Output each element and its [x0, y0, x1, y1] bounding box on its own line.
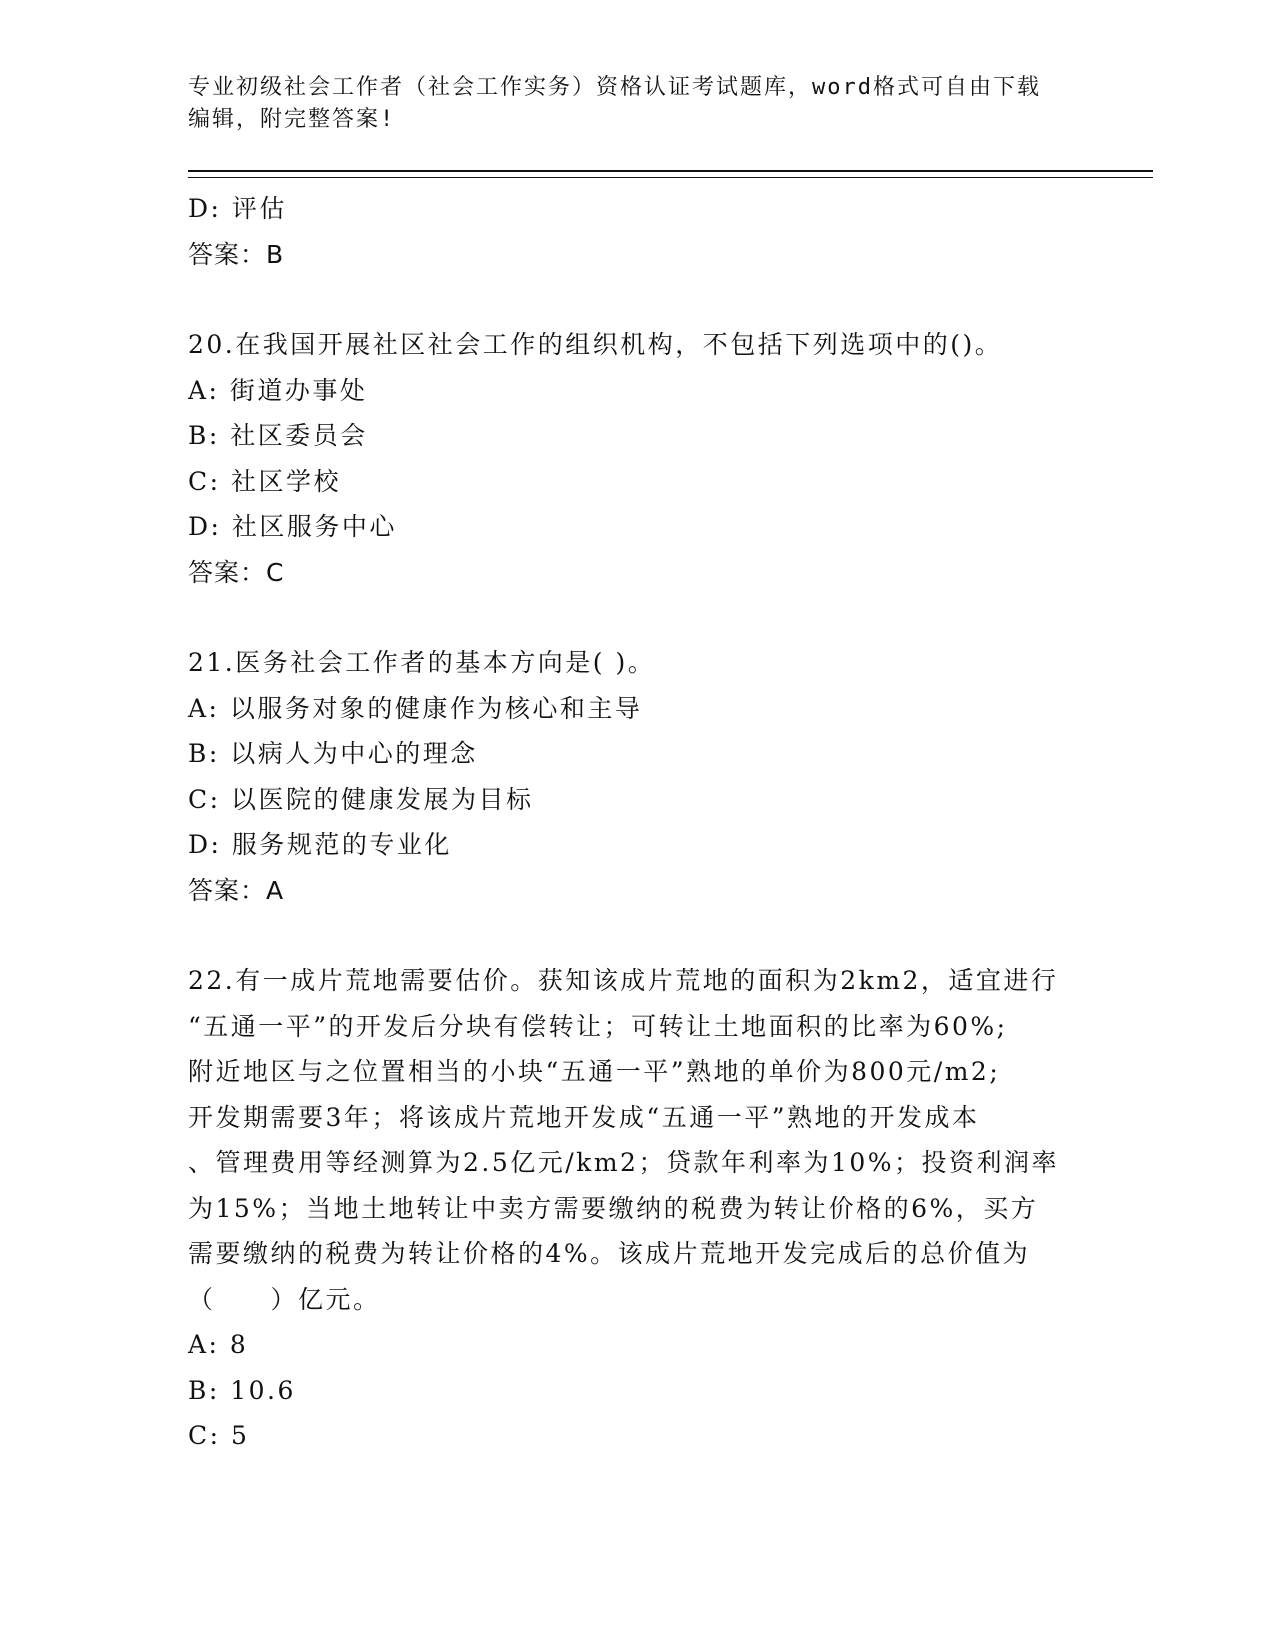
option-b: B: 社区委员会 — [188, 421, 368, 450]
question-21 — [188, 640, 1153, 913]
header-title-line-1: 专业初级社会工作者（社会工作实务）资格认证考试题库，word格式可自由下载 — [188, 75, 1041, 100]
document-page — [188, 72, 1153, 1459]
question-22 — [188, 958, 1153, 1459]
option-d: D: 社区服务中心 — [188, 512, 397, 541]
question-stem-line: （ ）亿元。 — [188, 1284, 381, 1314]
question-stem-line: “五通一平”的开发后分块有偿转让；可转让土地面积的比率为60%; — [188, 1011, 1008, 1041]
question-stem-line: 需要缴纳的税费为转让价格的4%。该成片荒地开发完成后的总价值为 — [188, 1239, 1031, 1268]
option-c: C: 社区学校 — [188, 466, 341, 496]
question-stem: 21.医务社会工作者的基本方向是( )。 — [188, 648, 656, 677]
question-19-tail — [188, 186, 1153, 277]
option-c: C: 5 — [188, 1421, 250, 1450]
answer: 答案：A — [188, 875, 285, 905]
option-b: B: 以病人为中心的理念 — [188, 739, 478, 768]
header-title-line-2: 编辑，附完整答案! — [188, 107, 396, 132]
question-stem: 20.在我国开展社区社会工作的组织机构，不包括下列选项中的()。 — [188, 330, 1003, 359]
question-stem-line: 附近地区与之位置相当的小块“五通一平”熟地的单价为800元/m2; — [188, 1057, 1001, 1086]
option-a: A: 以服务对象的健康作为核心和主导 — [188, 693, 643, 723]
question-20 — [188, 322, 1153, 595]
option-a: A: 街道办事处 — [188, 375, 368, 405]
question-stem-line: 为15%；当地土地转让中卖方需要缴纳的税费为转让价格的6%，买方 — [188, 1193, 1039, 1223]
document-header — [188, 72, 1153, 142]
question-stem-line: 22.有一成片荒地需要估价。获知该成片荒地的面积为2km2，适宜进行 — [188, 966, 1059, 995]
answer: 答案：C — [188, 557, 285, 587]
option-c: C: 以医院的健康发展为目标 — [188, 784, 534, 814]
question-stem-line: 、管理费用等经测算为2.5亿元/km2；贷款年利率为10%；投资利润率 — [188, 1148, 1060, 1177]
option-b: B: 10.6 — [188, 1375, 296, 1405]
header-divider — [188, 170, 1153, 178]
option-d: D: 评估 — [188, 194, 287, 223]
question-stem-line: 开发期需要3年；将该成片荒地开发成“五通一平”熟地的开发成本 — [188, 1102, 980, 1132]
answer: 答案：B — [188, 239, 285, 269]
option-a: A: 8 — [188, 1330, 249, 1359]
option-d: D: 服务规范的专业化 — [188, 830, 452, 859]
